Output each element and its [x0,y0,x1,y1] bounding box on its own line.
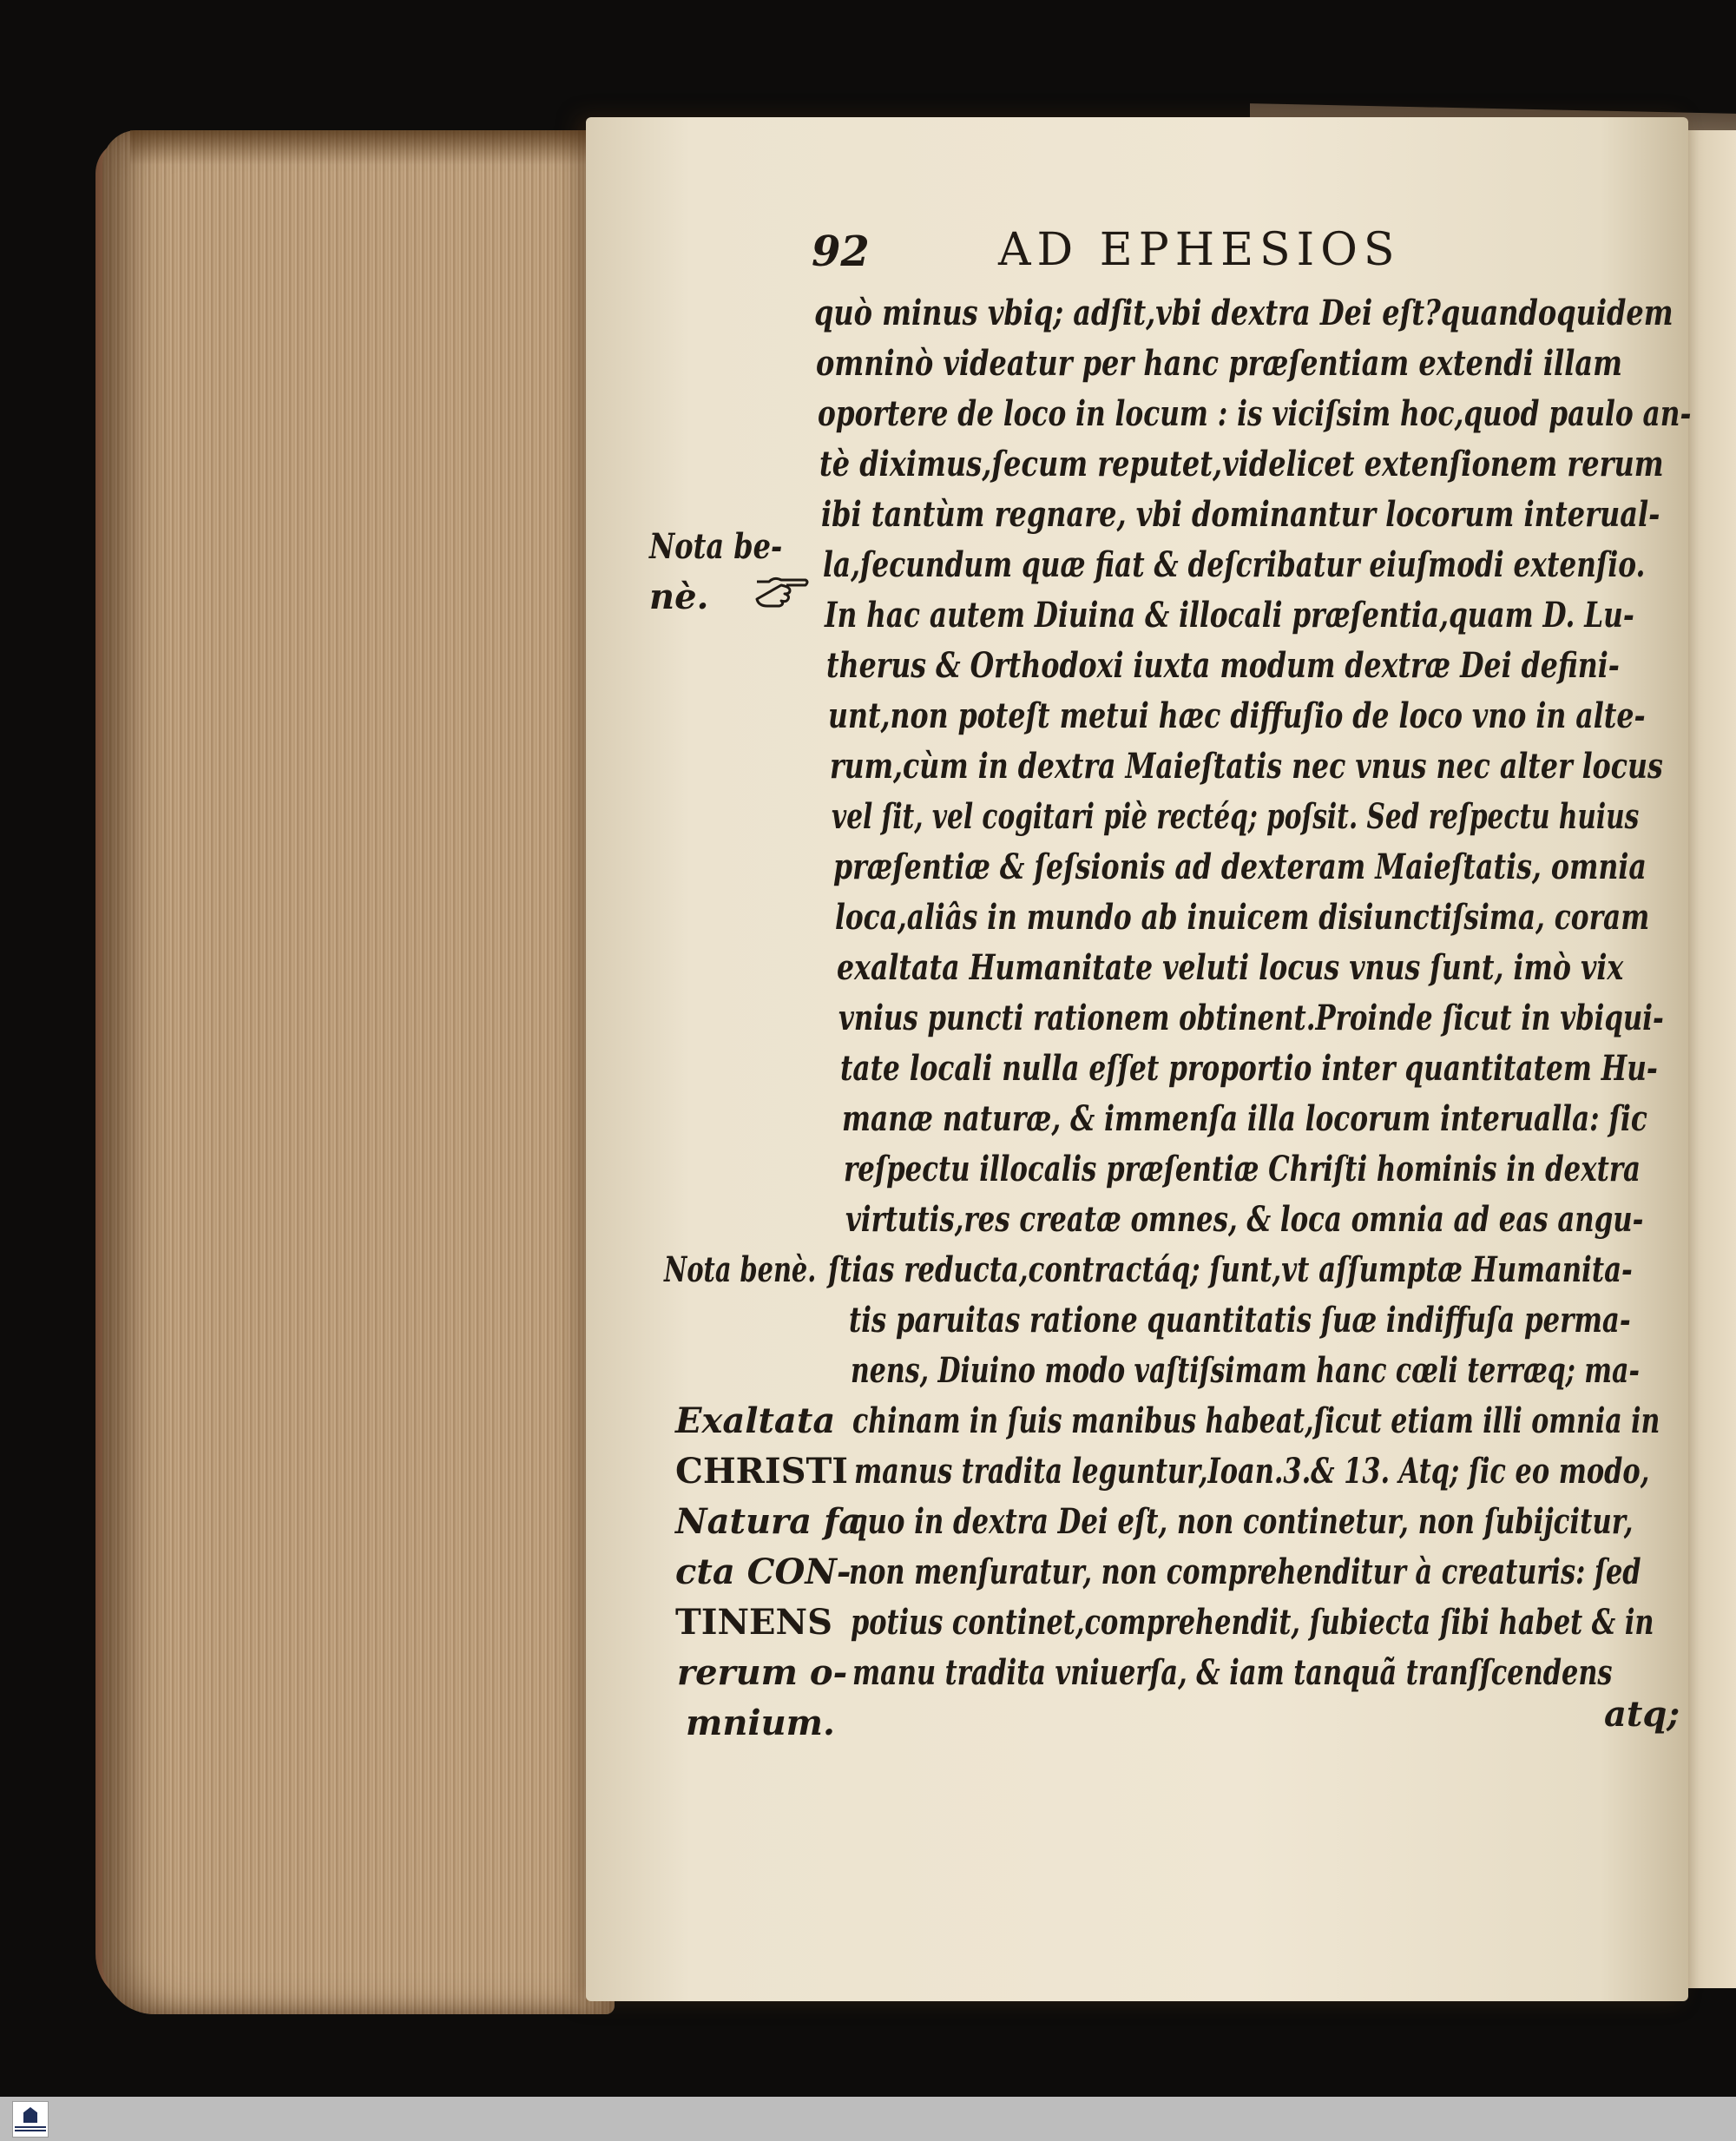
body-line: omninò videatur per hanc præſentiam extendi illam [816,343,1622,384]
running-head: AD EPHESIOS [998,224,1401,276]
body-line: la,ſecundum quæ fiat & deſcribatur eiuſmodi extenſio. [823,544,1646,585]
body-line: exaltata Humanitate veluti locus vnus ſunt, imò vix [837,947,1624,988]
viewer-footer-bar [0,2097,1736,2141]
body-line: vnius puncti rationem obtinent.Proinde ſicut in vbiqui- [838,998,1664,1038]
body-line: ſtias reducta,contractáq; ſunt,vt aſſumptæ Humanita- [828,1249,1633,1290]
body-line: oportere de loco in locum : is viciſsim hoc,quod paulo an- [818,393,1692,434]
body-line: chinam in ſuis manibus habeat,ſicut etiam illi omnia in [852,1400,1660,1441]
body-line: nens, Diuino modo vaſtiſsimam hanc cœli terræq; ma- [851,1350,1640,1391]
margin-note-exaltata: CHRISTI [675,1451,848,1492]
margin-note-nota-bene: Nota benè. [664,1249,817,1290]
margin-note-exaltata: Natura fa [675,1501,862,1542]
body-line: ibi tantùm regnare, vbi dominantur locorum interual- [821,494,1660,535]
body-line: tis paruitas ratione quantitatis ſuæ indiffuſa perma- [849,1300,1631,1341]
margin-note-nota-bene: Nota be- [649,526,783,567]
margin-note-exaltata: cta CON- [675,1551,852,1592]
margin-note-exaltata: rerum o- [677,1652,848,1693]
body-line: manus tradita leguntur,Ioan.3.& 13. Atq; ſic eo modo, [854,1451,1650,1492]
page-number: 92 [812,227,870,276]
body-line: tè diximus,ſecum reputet,videlicet extenſionem rerum [819,444,1664,484]
body-line: non menſuratur, non comprehenditur à creaturis: ſed [849,1551,1641,1592]
body-line: rum,cùm in dextra Maieſtatis nec vnus nec alter locus [830,746,1663,787]
body-line: therus & Orthodoxi iuxta modum dextræ Dei defini- [826,645,1620,686]
body-line: unt,non poteſt metui hæc diffuſio de loco vno in alte- [828,695,1646,736]
margin-note-nota-bene: nè. [649,576,709,617]
body-line: In hac autem Diuina & illocali præſentia,quam D. Lu- [825,595,1634,636]
pointing-hand-icon [755,573,809,608]
body-line: quo in dextra Dei eſt, non continetur, non ſubijcitur, [849,1501,1634,1542]
library-logo-icon[interactable] [12,2101,49,2138]
margin-note-exaltata: mnium. [686,1703,835,1743]
body-line: præſentiæ & ſeſsionis ad dexteram Maieſtatis, omnia [833,847,1647,887]
catchword: atq; [1604,1694,1680,1735]
body-line: manu tradita vniuerſa, & iam tanquã tranſſcendens [852,1652,1613,1693]
margin-note-exaltata: Exaltata [675,1400,836,1441]
body-line: quò minus vbiq; adſit,vbi dextra Dei eſt?quandoquidem [814,293,1674,333]
body-line: manæ naturæ, & immenſa illa locorum interualla: ſic [842,1098,1647,1139]
margin-note-exaltata: TINENS [675,1602,832,1643]
body-line: vel ſit, vel cogitari piè rectéq; poſsit. Sed reſpectu huius [832,796,1640,837]
body-line: reſpectu illocalis præſentiæ Chriſti hominis in dextra [844,1149,1641,1189]
body-line: virtutis,res creatæ omnes, & loca omnia ad eas angu- [845,1199,1644,1240]
body-line: tate locali nulla eſſet proportio inter quantitatem Hu- [840,1048,1658,1089]
body-line: loca,aliâs in mundo ab inuicem disiunctiſsima, coram [835,897,1650,938]
body-line: potius continet,comprehendit, ſubiecta ſibi habet & in [851,1602,1654,1643]
